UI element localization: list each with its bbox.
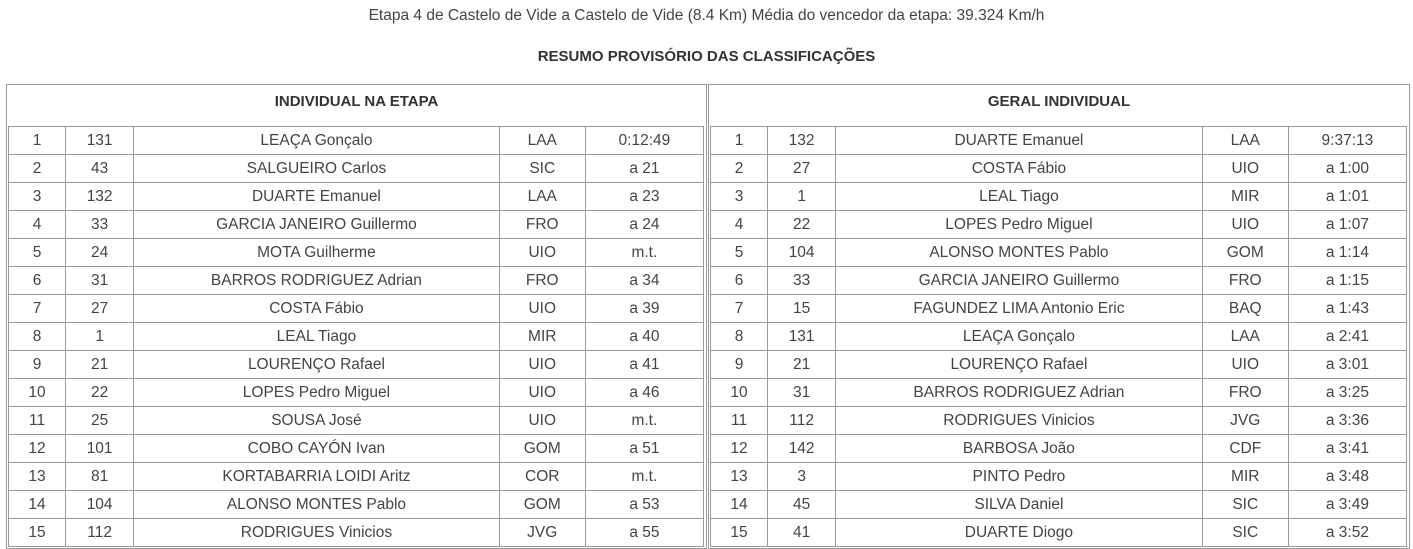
rider-name-cell: RODRIGUES Vinicios xyxy=(836,407,1203,435)
rider-name-cell: ALONSO MONTES Pablo xyxy=(836,239,1203,267)
table-row xyxy=(711,351,1407,379)
rider-name-cell: LOURENÇO Rafael xyxy=(836,351,1203,379)
bib-number-cell: 81 xyxy=(66,463,134,491)
table-row xyxy=(9,323,704,351)
rider-name-cell: FAGUNDEZ LIMA Antonio Eric xyxy=(836,295,1203,323)
team-code-cell: FRO xyxy=(499,267,585,295)
table-row xyxy=(711,295,1407,323)
rider-name-cell: SALGUEIRO Carlos xyxy=(134,155,500,183)
position-cell: 14 xyxy=(9,491,66,519)
bib-number-cell: 1 xyxy=(66,323,134,351)
table-row xyxy=(711,323,1407,351)
time-gap-cell: m.t. xyxy=(585,407,703,435)
rider-name-cell: BARROS RODRIGUEZ Adrian xyxy=(836,379,1203,407)
time-gap-cell: a 21 xyxy=(585,155,703,183)
position-cell: 5 xyxy=(9,239,66,267)
table-row xyxy=(9,211,704,239)
bib-number-cell: 112 xyxy=(66,519,134,547)
rider-name-cell: COSTA Fábio xyxy=(134,295,500,323)
table-row xyxy=(711,239,1407,267)
rider-name-cell: DUARTE Emanuel xyxy=(134,183,500,211)
bib-number-cell: 27 xyxy=(768,155,836,183)
team-code-cell: UIO xyxy=(1202,155,1288,183)
bib-number-cell: 24 xyxy=(66,239,134,267)
team-code-cell: SIC xyxy=(1202,491,1288,519)
bib-number-cell: 131 xyxy=(768,323,836,351)
rider-name-cell: MOTA Guilherme xyxy=(134,239,500,267)
bib-number-cell: 104 xyxy=(66,491,134,519)
table-row xyxy=(9,183,704,211)
time-gap-cell: a 1:07 xyxy=(1288,211,1406,239)
time-gap-cell: a 24 xyxy=(585,211,703,239)
time-gap-cell: a 1:00 xyxy=(1288,155,1406,183)
position-cell: 4 xyxy=(9,211,66,239)
time-gap-cell: a 1:14 xyxy=(1288,239,1406,267)
position-cell: 10 xyxy=(9,379,66,407)
position-cell: 6 xyxy=(711,267,768,295)
time-gap-cell: 0:12:49 xyxy=(585,127,703,155)
position-cell: 10 xyxy=(711,379,768,407)
position-cell: 15 xyxy=(711,519,768,547)
team-code-cell: JVG xyxy=(499,519,585,547)
bib-number-cell: 22 xyxy=(66,379,134,407)
time-gap-cell: a 3:49 xyxy=(1288,491,1406,519)
rider-name-cell: SILVA Daniel xyxy=(836,491,1203,519)
table-row xyxy=(9,295,704,323)
bib-number-cell: 142 xyxy=(768,435,836,463)
bib-number-cell: 25 xyxy=(66,407,134,435)
time-gap-cell: a 1:15 xyxy=(1288,267,1406,295)
team-code-cell: LAA xyxy=(1202,323,1288,351)
time-gap-cell: a 3:41 xyxy=(1288,435,1406,463)
bib-number-cell: 31 xyxy=(768,379,836,407)
rider-name-cell: SOUSA José xyxy=(134,407,500,435)
team-code-cell: UIO xyxy=(1202,351,1288,379)
team-code-cell: CDF xyxy=(1202,435,1288,463)
stage-info: Etapa 4 de Castelo de Vide a Castelo de Vide (8.4 Km) Média do vencedor da etapa: 39.324 Km/h xyxy=(368,7,1045,24)
team-code-cell: JVG xyxy=(1202,407,1288,435)
position-cell: 3 xyxy=(711,183,768,211)
team-code-cell: GOM xyxy=(1202,239,1288,267)
position-cell: 5 xyxy=(711,239,768,267)
rider-name-cell: GARCIA JANEIRO Guillermo xyxy=(836,267,1203,295)
table-row xyxy=(711,407,1407,435)
table-row xyxy=(711,183,1407,211)
bib-number-cell: 112 xyxy=(768,407,836,435)
table-row xyxy=(9,463,704,491)
position-cell: 9 xyxy=(9,351,66,379)
team-code-cell: UIO xyxy=(499,407,585,435)
position-cell: 2 xyxy=(9,155,66,183)
rider-name-cell: RODRIGUES Vinicios xyxy=(134,519,500,547)
bib-number-cell: 33 xyxy=(66,211,134,239)
bib-number-cell: 27 xyxy=(66,295,134,323)
table-row xyxy=(9,155,704,183)
team-code-cell: LAA xyxy=(1202,127,1288,155)
stage-classification-table xyxy=(8,126,704,547)
time-gap-cell: a 1:43 xyxy=(1288,295,1406,323)
bib-number-cell: 21 xyxy=(66,351,134,379)
team-code-cell: BAQ xyxy=(1202,295,1288,323)
time-gap-cell: a 51 xyxy=(585,435,703,463)
rider-name-cell: COSTA Fábio xyxy=(836,155,1203,183)
time-gap-cell: m.t. xyxy=(585,463,703,491)
team-code-cell: FRO xyxy=(1202,379,1288,407)
table-row xyxy=(9,407,704,435)
time-gap-cell: a 41 xyxy=(585,351,703,379)
team-code-cell: GOM xyxy=(499,491,585,519)
table-row xyxy=(711,435,1407,463)
bib-number-cell: 22 xyxy=(768,211,836,239)
rider-name-cell: LEAL Tiago xyxy=(134,323,500,351)
position-cell: 2 xyxy=(711,155,768,183)
table-row xyxy=(9,127,704,155)
position-cell: 7 xyxy=(711,295,768,323)
table-row xyxy=(711,155,1407,183)
general-classification-panel xyxy=(708,84,1410,549)
table-row xyxy=(711,211,1407,239)
bib-number-cell: 21 xyxy=(768,351,836,379)
position-cell: 11 xyxy=(9,407,66,435)
table-row xyxy=(711,127,1407,155)
team-code-cell: FRO xyxy=(499,211,585,239)
rider-name-cell: KORTABARRIA LOIDI Aritz xyxy=(134,463,500,491)
table-row xyxy=(9,379,704,407)
stage-classification-title: INDIVIDUAL NA ETAPA xyxy=(274,93,439,110)
table-row xyxy=(711,519,1407,547)
team-code-cell: SIC xyxy=(499,155,585,183)
position-cell: 8 xyxy=(711,323,768,351)
table-row xyxy=(9,351,704,379)
bib-number-cell: 33 xyxy=(768,267,836,295)
bib-number-cell: 132 xyxy=(768,127,836,155)
position-cell: 15 xyxy=(9,519,66,547)
team-code-cell: FRO xyxy=(1202,267,1288,295)
time-gap-cell: a 23 xyxy=(585,183,703,211)
position-cell: 1 xyxy=(9,127,66,155)
bib-number-cell: 43 xyxy=(66,155,134,183)
rider-name-cell: LOPES Pedro Miguel xyxy=(836,211,1203,239)
bib-number-cell: 132 xyxy=(66,183,134,211)
time-gap-cell: a 34 xyxy=(585,267,703,295)
summary-title: RESUMO PROVISÓRIO DAS CLASSIFICAÇÕES xyxy=(537,48,876,65)
bib-number-cell: 15 xyxy=(768,295,836,323)
time-gap-cell: a 2:41 xyxy=(1288,323,1406,351)
time-gap-cell: a 40 xyxy=(585,323,703,351)
position-cell: 4 xyxy=(711,211,768,239)
team-code-cell: LAA xyxy=(499,183,585,211)
bib-number-cell: 31 xyxy=(66,267,134,295)
table-row xyxy=(9,435,704,463)
team-code-cell: UIO xyxy=(499,295,585,323)
position-cell: 7 xyxy=(9,295,66,323)
bib-number-cell: 41 xyxy=(768,519,836,547)
bib-number-cell: 131 xyxy=(66,127,134,155)
bib-number-cell: 104 xyxy=(768,239,836,267)
table-row xyxy=(711,463,1407,491)
general-classification-title: GERAL INDIVIDUAL xyxy=(987,93,1131,110)
table-row xyxy=(9,267,704,295)
time-gap-cell: a 3:01 xyxy=(1288,351,1406,379)
team-code-cell: COR xyxy=(499,463,585,491)
time-gap-cell: a 39 xyxy=(585,295,703,323)
time-gap-cell: a 3:25 xyxy=(1288,379,1406,407)
table-row xyxy=(9,519,704,547)
time-gap-cell: a 3:52 xyxy=(1288,519,1406,547)
position-cell: 6 xyxy=(9,267,66,295)
time-gap-cell: a 53 xyxy=(585,491,703,519)
rider-name-cell: BARROS RODRIGUEZ Adrian xyxy=(134,267,500,295)
stage-classification-panel xyxy=(6,84,707,549)
position-cell: 11 xyxy=(711,407,768,435)
position-cell: 13 xyxy=(711,463,768,491)
time-gap-cell: m.t. xyxy=(585,239,703,267)
position-cell: 12 xyxy=(9,435,66,463)
table-row xyxy=(9,239,704,267)
time-gap-cell: a 1:01 xyxy=(1288,183,1406,211)
team-code-cell: UIO xyxy=(499,379,585,407)
team-code-cell: MIR xyxy=(1202,463,1288,491)
team-code-cell: SIC xyxy=(1202,519,1288,547)
rider-name-cell: GARCIA JANEIRO Guillermo xyxy=(134,211,500,239)
time-gap-cell: 9:37:13 xyxy=(1288,127,1406,155)
rider-name-cell: LOPES Pedro Miguel xyxy=(134,379,500,407)
rider-name-cell: LEAÇA Gonçalo xyxy=(134,127,500,155)
bib-number-cell: 101 xyxy=(66,435,134,463)
position-cell: 1 xyxy=(711,127,768,155)
rider-name-cell: ALONSO MONTES Pablo xyxy=(134,491,500,519)
position-cell: 12 xyxy=(711,435,768,463)
team-code-cell: GOM xyxy=(499,435,585,463)
bib-number-cell: 3 xyxy=(768,463,836,491)
position-cell: 3 xyxy=(9,183,66,211)
rider-name-cell: LOURENÇO Rafael xyxy=(134,351,500,379)
time-gap-cell: a 3:36 xyxy=(1288,407,1406,435)
table-row xyxy=(711,267,1407,295)
rider-name-cell: PINTO Pedro xyxy=(836,463,1203,491)
rider-name-cell: LEAÇA Gonçalo xyxy=(836,323,1203,351)
position-cell: 13 xyxy=(9,463,66,491)
time-gap-cell: a 46 xyxy=(585,379,703,407)
team-code-cell: LAA xyxy=(499,127,585,155)
table-row xyxy=(711,379,1407,407)
rider-name-cell: LEAL Tiago xyxy=(836,183,1203,211)
team-code-cell: UIO xyxy=(1202,211,1288,239)
position-cell: 8 xyxy=(9,323,66,351)
rider-name-cell: DUARTE Emanuel xyxy=(836,127,1203,155)
bib-number-cell: 1 xyxy=(768,183,836,211)
time-gap-cell: a 55 xyxy=(585,519,703,547)
table-row xyxy=(9,491,704,519)
rider-name-cell: DUARTE Diogo xyxy=(836,519,1203,547)
position-cell: 9 xyxy=(711,351,768,379)
team-code-cell: UIO xyxy=(499,239,585,267)
team-code-cell: MIR xyxy=(499,323,585,351)
rider-name-cell: COBO CAYÓN Ivan xyxy=(134,435,500,463)
position-cell: 14 xyxy=(711,491,768,519)
team-code-cell: MIR xyxy=(1202,183,1288,211)
rider-name-cell: BARBOSA João xyxy=(836,435,1203,463)
bib-number-cell: 45 xyxy=(768,491,836,519)
time-gap-cell: a 3:48 xyxy=(1288,463,1406,491)
table-row xyxy=(711,491,1407,519)
team-code-cell: UIO xyxy=(499,351,585,379)
general-classification-table xyxy=(710,126,1407,547)
